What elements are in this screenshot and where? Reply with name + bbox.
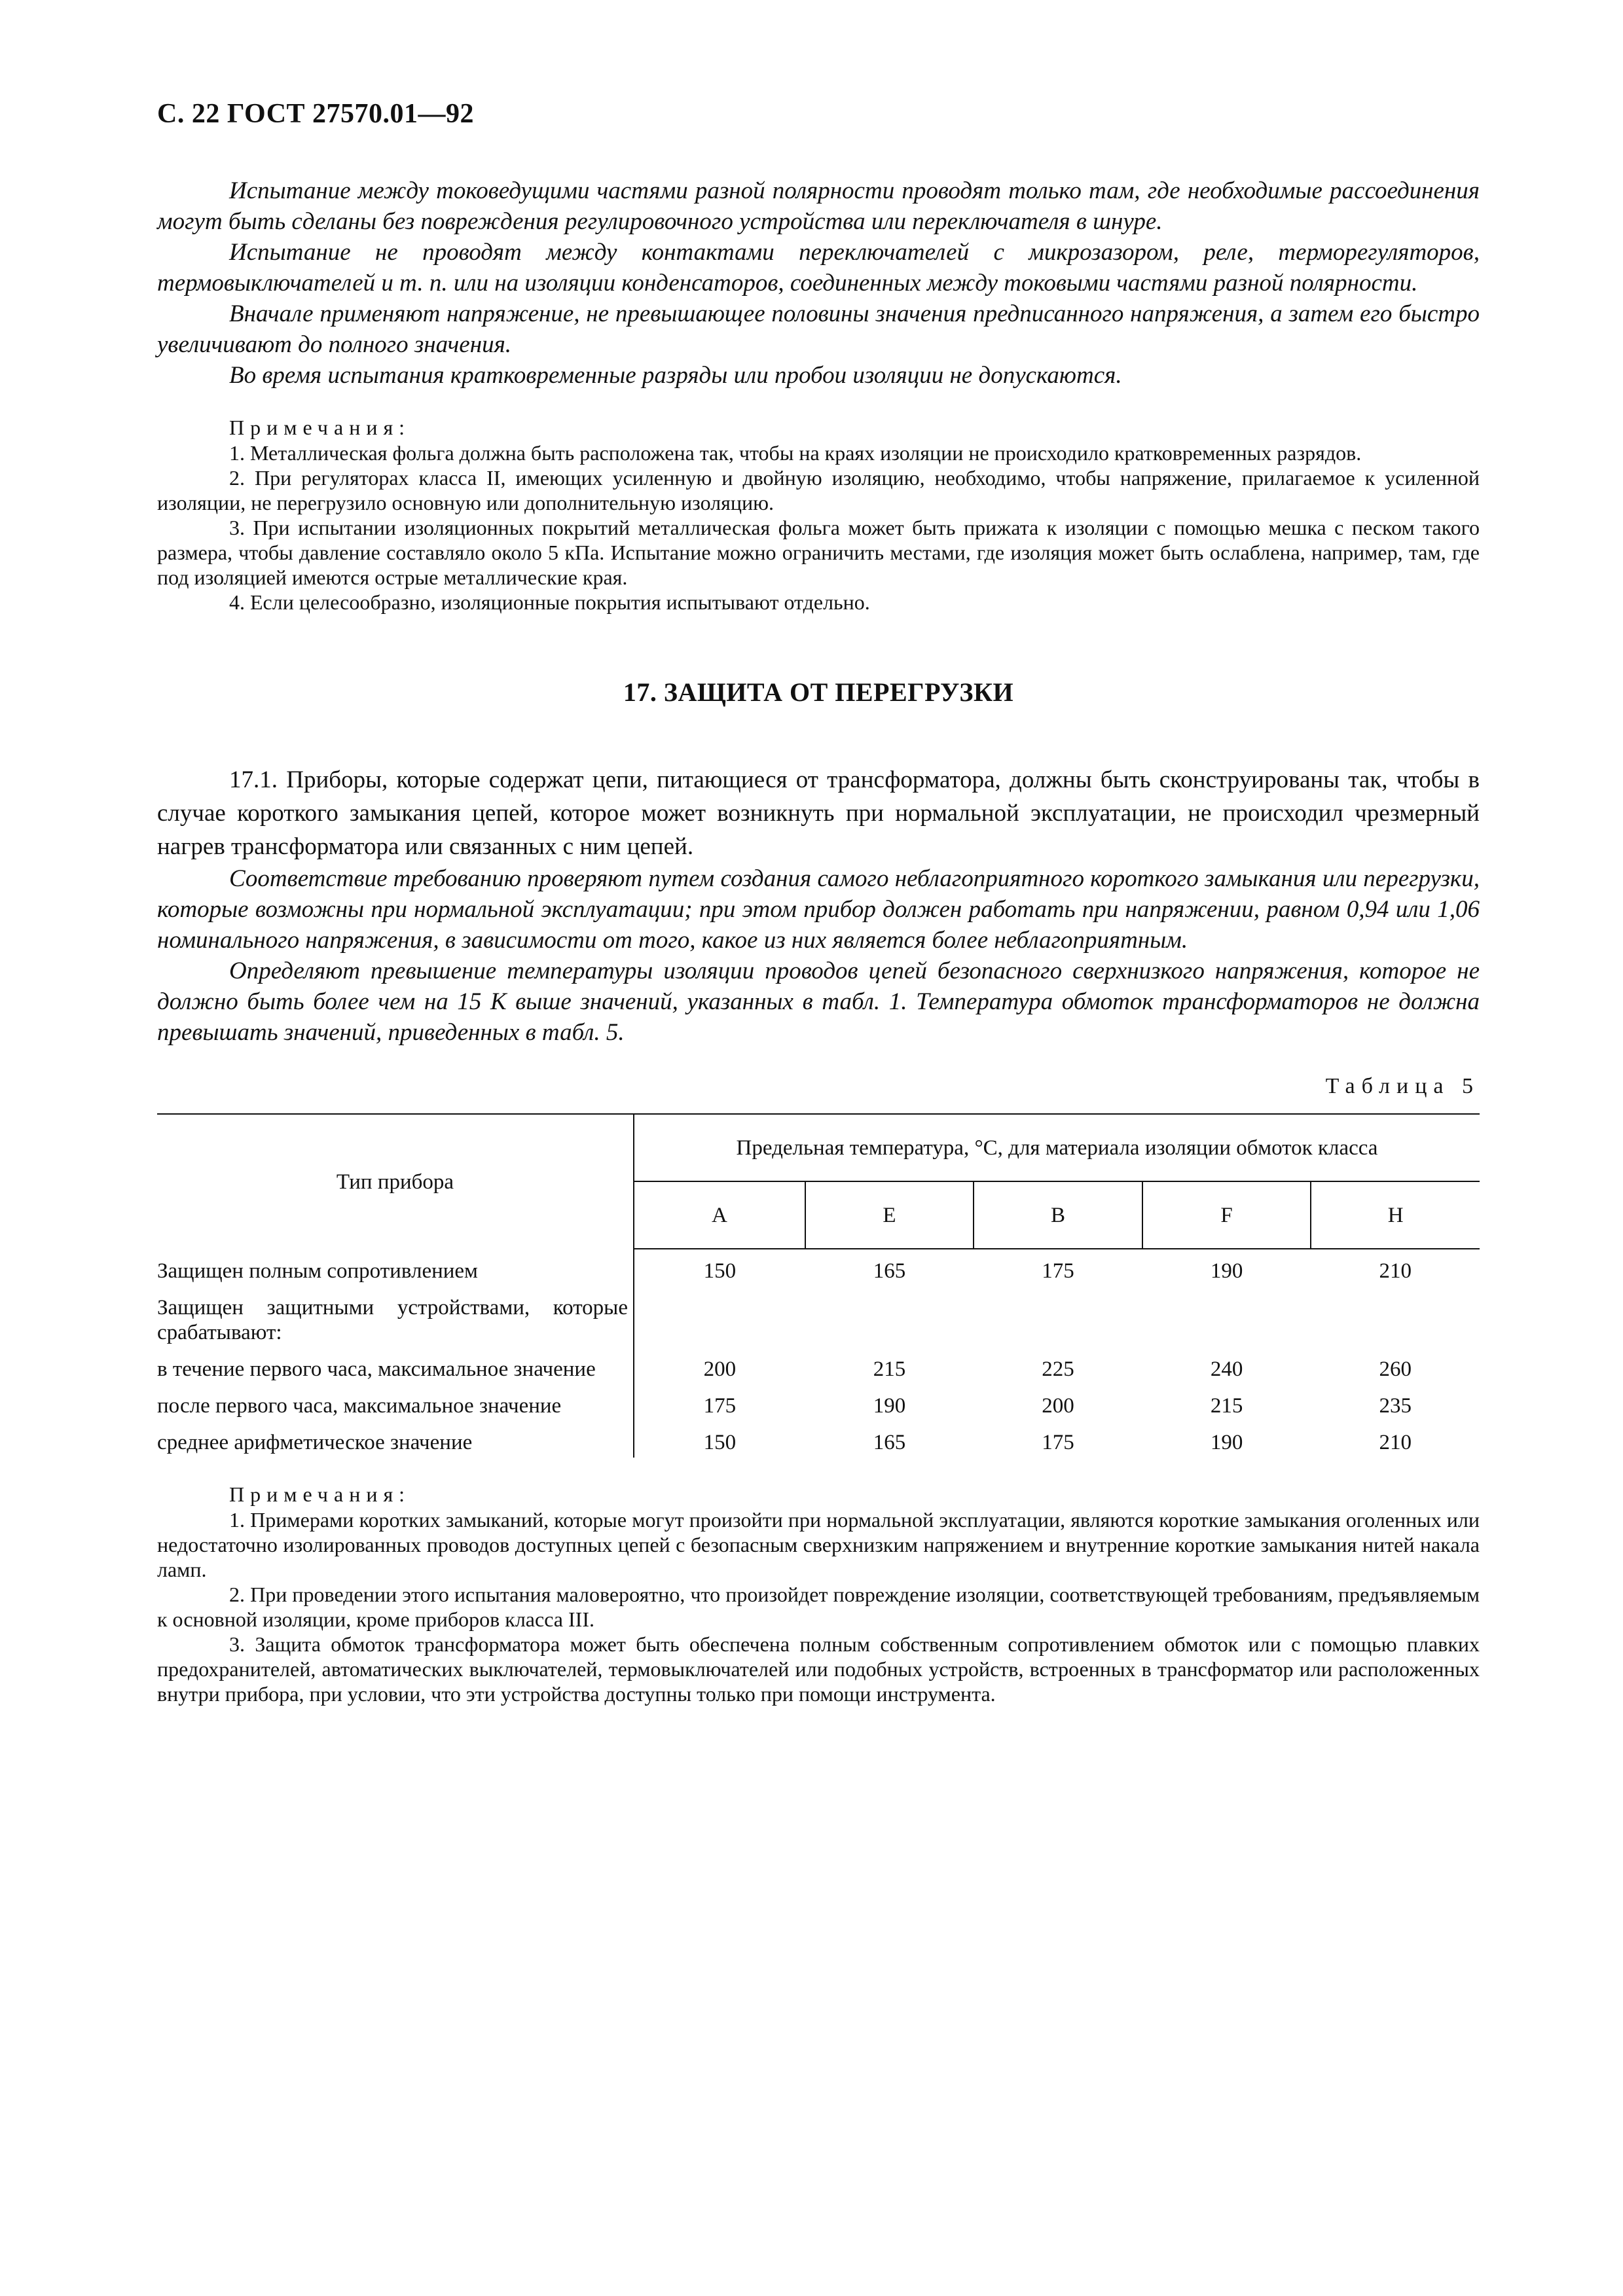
row-label: в течение первого часа, максимальное значение bbox=[157, 1348, 634, 1384]
note-item: 1. Примерами коротких замыканий, которые могут произойти при нормальной эксплуатации, являются короткие замыкания оголенных или недостаточно изолированных проводов доступных цепей с безопасным сверхнизким напряжением и внутренние короткие замыкания нитей накала ламп. bbox=[157, 1508, 1480, 1581]
notes-block-1 bbox=[157, 414, 1480, 615]
cell-value: 190 bbox=[1210, 1431, 1243, 1454]
cell-value: 215 bbox=[873, 1357, 906, 1381]
header-device-type: Тип прибора bbox=[157, 1114, 634, 1249]
clause-17-1: 17.1. Приборы, которые содержат цепи, питающиеся от трансформатора, должны быть сконструированы так, чтобы в случае короткого замыкания цепей, которое может возникнуть при нормальной эксплуатации, не происходил чрезмерный нагрев трансформатора или связанных с ним цепей. bbox=[157, 766, 1480, 860]
cell-value: 190 bbox=[873, 1394, 906, 1418]
paragraph: Во время испытания кратковременные разряды или пробои изоляции не допускаются. bbox=[229, 362, 1122, 389]
table-row bbox=[157, 1286, 1480, 1348]
cell-value bbox=[974, 1286, 1142, 1348]
table-row bbox=[157, 1348, 1480, 1384]
cell-value bbox=[805, 1286, 974, 1348]
cell-value: 165 bbox=[873, 1431, 906, 1454]
cell-value: 190 bbox=[1210, 1259, 1243, 1283]
section-body bbox=[157, 763, 1480, 1048]
cell-value bbox=[634, 1286, 805, 1348]
cell-value: 210 bbox=[1379, 1259, 1412, 1283]
row-label: Защищен полным сопротивлением bbox=[157, 1249, 634, 1286]
intro-paragraphs bbox=[157, 175, 1480, 391]
notes-title: Примечания: bbox=[229, 1482, 411, 1506]
cell-value: 165 bbox=[873, 1259, 906, 1283]
cell-value: 225 bbox=[1042, 1357, 1074, 1381]
cell-value bbox=[1311, 1286, 1480, 1348]
cell-value: 235 bbox=[1379, 1394, 1412, 1418]
header-class-a: A bbox=[634, 1181, 805, 1249]
cell-value: 200 bbox=[1042, 1394, 1074, 1418]
table-caption: Таблица 5 bbox=[1325, 1074, 1480, 1098]
header-class-f: F bbox=[1142, 1181, 1311, 1249]
table-5 bbox=[157, 1113, 1480, 1458]
cell-value: 150 bbox=[703, 1259, 737, 1283]
paragraph: Испытание не проводят между контактами переключателей с микрозазором, реле, терморегуляторов, термовыключателей и т. п. или на изоляции конденсаторов, соединенных между токовыми частями разной полярности. bbox=[157, 239, 1480, 296]
cell-value: 240 bbox=[1210, 1357, 1243, 1381]
cell-value: 150 bbox=[703, 1431, 737, 1454]
row-label: среднее арифметическое значение bbox=[157, 1421, 634, 1458]
header-class-b: B bbox=[974, 1181, 1142, 1249]
row-label: после первого часа, максимальное значение bbox=[157, 1384, 634, 1421]
header-class-e: E bbox=[805, 1181, 974, 1249]
note-item: 3. Защита обмоток трансформатора может быть обеспечена полным собственным сопротивлением обмоток или с помощью плавких предохранителей, автоматических выключателей, термовыключателей или подобных устройств, встроенных в трансформатор или расположенных внутри прибора, при условии, что эти устройства доступны только при помощи инструмента. bbox=[157, 1632, 1480, 1706]
note-item: 2. При регуляторах класса II, имеющих усиленную и двойную изоляцию, необходимо, чтобы напряжение, прилагаемое к усиленной изоляции, не перегрузило основную или дополнительную изоляцию. bbox=[157, 466, 1480, 514]
cell-value: 175 bbox=[1042, 1259, 1074, 1283]
row-label: Защищен защитными устройствами, которые срабатывают: bbox=[157, 1286, 634, 1348]
compliance-paragraph: Соответствие требованию проверяют путем создания самого неблагоприятного короткого замыкания или перегрузки, которые возможны при нормальной эксплуатации; при этом прибор должен работать при напряжении, равном 0,94 или 1,06 номинального напряжения, в зависимости от того, какое из них является более неблагоприятным. bbox=[157, 865, 1480, 954]
header-limit-temperature: Предельная температура, °С, для материала изоляции обмоток класса bbox=[634, 1114, 1480, 1181]
document-page bbox=[157, 98, 1480, 1706]
table-row bbox=[157, 1249, 1480, 1286]
note-item: 1. Металлическая фольга должна быть расположена так, чтобы на краях изоляции не происходило кратковременных разрядов. bbox=[229, 441, 1362, 465]
cell-value bbox=[1142, 1286, 1311, 1348]
cell-value: 215 bbox=[1210, 1394, 1243, 1418]
cell-value: 210 bbox=[1379, 1431, 1412, 1454]
cell-value: 175 bbox=[1042, 1431, 1074, 1454]
notes-block-2 bbox=[157, 1481, 1480, 1706]
note-item: 4. Если целесообразно, изоляционные покрытия испытывают отдельно. bbox=[229, 590, 870, 614]
paragraph: Вначале применяют напряжение, не превышающее половины значения предписанного напряжения, а затем его быстро увеличивают до полного значения. bbox=[157, 300, 1480, 358]
cell-value: 260 bbox=[1379, 1357, 1412, 1381]
cell-value: 175 bbox=[703, 1394, 737, 1418]
cell-value: 200 bbox=[703, 1357, 737, 1381]
note-item: 2. При проведении этого испытания маловероятно, что произойдет повреждение изоляции, соответствующей требованиям, предъявляемым к основной изоляции, кроме приборов класса III. bbox=[157, 1583, 1480, 1631]
section-title: 17. ЗАЩИТА ОТ ПЕРЕГРУЗКИ bbox=[623, 677, 1014, 707]
note-item: 3. При испытании изоляционных покрытий металлическая фольга может быть прижата к изоляции с помощью мешка с песком такого размера, чтобы давление составляло около 5 кПа. Испытание можно ограничить местами, где изоляция может быть ослаблена, например, там, где под изоляцией имеются острые металлические края. bbox=[157, 516, 1480, 589]
page-header: С. 22 ГОСТ 27570.01—92 bbox=[157, 99, 475, 129]
paragraph: Испытание между токоведущими частями разной полярности проводят только там, где необходимые рассоединения могут быть сделаны без повреждения регулировочного устройства или переключателя в шнуре. bbox=[157, 177, 1480, 235]
notes-title: Примечания: bbox=[229, 416, 411, 439]
header-class-h: H bbox=[1311, 1181, 1480, 1249]
table-row bbox=[157, 1384, 1480, 1421]
table-row bbox=[157, 1421, 1480, 1458]
temperature-paragraph: Определяют превышение температуры изоляции проводов цепей безопасного сверхнизкого напряжения, которое не должно быть более чем на 15 К выше значений, указанных в табл. 1. Температура обмоток трансформаторов не должна превышать значений, приведенных в табл. 5. bbox=[157, 958, 1480, 1046]
